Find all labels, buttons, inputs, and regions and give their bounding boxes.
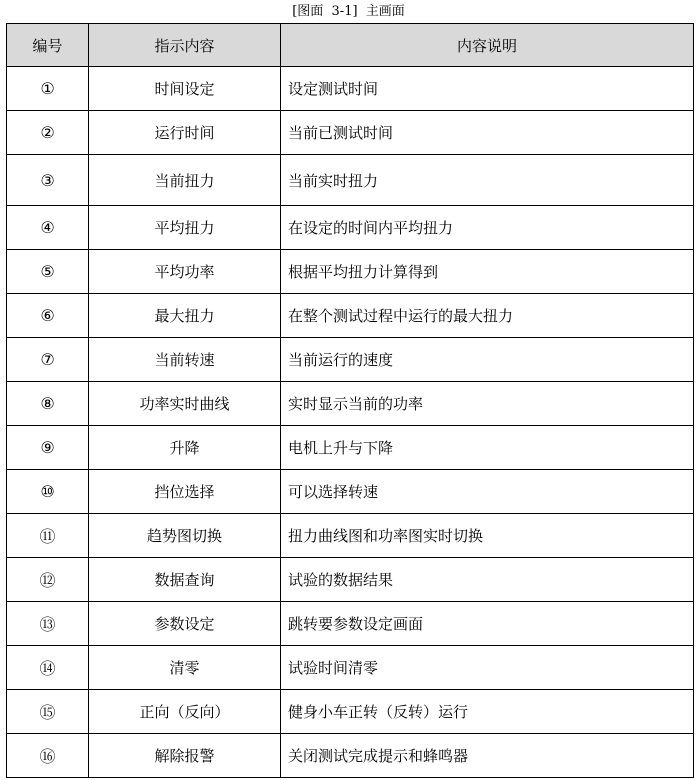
row-item: 清零 (89, 646, 281, 690)
header-item: 指示内容 (89, 24, 281, 67)
row-item: 解除报警 (89, 734, 281, 778)
row-description: 根据平均扭力计算得到 (281, 250, 694, 294)
row-item: 平均功率 (89, 250, 281, 294)
row-description: 健身小车正转（反转）运行 (281, 690, 694, 734)
row-item: 升降 (89, 426, 281, 470)
header-number: 编号 (7, 24, 89, 67)
row-item: 运行时间 (89, 111, 281, 155)
row-number: ⑫ (7, 558, 89, 602)
row-number: ② (7, 111, 89, 155)
table-row (7, 111, 694, 155)
row-item: 当前扭力 (89, 155, 281, 206)
row-description: 在设定的时间内平均扭力 (281, 206, 694, 250)
row-description: 扭力曲线图和功率图实时切换 (281, 514, 694, 558)
table-row (7, 602, 694, 646)
row-item: 趋势图切换 (89, 514, 281, 558)
row-item: 最大扭力 (89, 294, 281, 338)
table-row (7, 155, 694, 206)
row-number: ⑪ (7, 514, 89, 558)
table-header-row (7, 24, 694, 67)
row-item: 参数设定 (89, 602, 281, 646)
row-description: 电机上升与下降 (281, 426, 694, 470)
row-description: 当前实时扭力 (281, 155, 694, 206)
row-number: ⑨ (7, 426, 89, 470)
table-row (7, 294, 694, 338)
table-row (7, 338, 694, 382)
table-row (7, 646, 694, 690)
row-number: ⑤ (7, 250, 89, 294)
figure-caption: [图面 3-1] 主画面 (292, 4, 405, 19)
row-item: 当前转速 (89, 338, 281, 382)
instruction-table (6, 23, 694, 778)
table-row (7, 690, 694, 734)
row-number: ⑥ (7, 294, 89, 338)
row-description: 试验的数据结果 (281, 558, 694, 602)
table-row (7, 206, 694, 250)
table-row (7, 558, 694, 602)
row-description: 设定测试时间 (281, 67, 694, 111)
table-row (7, 250, 694, 294)
row-description: 关闭测试完成提示和蜂鸣器 (281, 734, 694, 778)
row-description: 当前已测试时间 (281, 111, 694, 155)
table-row (7, 514, 694, 558)
row-number: ① (7, 67, 89, 111)
row-description: 跳转要参数设定画面 (281, 602, 694, 646)
row-number: ⑮ (7, 690, 89, 734)
row-description: 在整个测试过程中运行的最大扭力 (281, 294, 694, 338)
row-description: 当前运行的速度 (281, 338, 694, 382)
row-item: 功率实时曲线 (89, 382, 281, 426)
table-row (7, 470, 694, 514)
row-description: 试验时间清零 (281, 646, 694, 690)
table-row (7, 382, 694, 426)
row-number: ⑦ (7, 338, 89, 382)
row-item: 正向（反向） (89, 690, 281, 734)
table-row (7, 67, 694, 111)
row-number: ⑯ (7, 734, 89, 778)
row-description: 可以选择转速 (281, 470, 694, 514)
row-item: 时间设定 (89, 67, 281, 111)
row-number: ⑬ (7, 602, 89, 646)
row-number: ③ (7, 155, 89, 206)
table-row (7, 734, 694, 778)
row-number: ⑭ (7, 646, 89, 690)
row-number: ⑧ (7, 382, 89, 426)
row-item: 平均扭力 (89, 206, 281, 250)
row-number: ④ (7, 206, 89, 250)
row-item: 数据查询 (89, 558, 281, 602)
table-row (7, 426, 694, 470)
row-number: ⑩ (7, 470, 89, 514)
row-description: 实时显示当前的功率 (281, 382, 694, 426)
header-description: 内容说明 (281, 24, 694, 67)
row-item: 挡位选择 (89, 470, 281, 514)
